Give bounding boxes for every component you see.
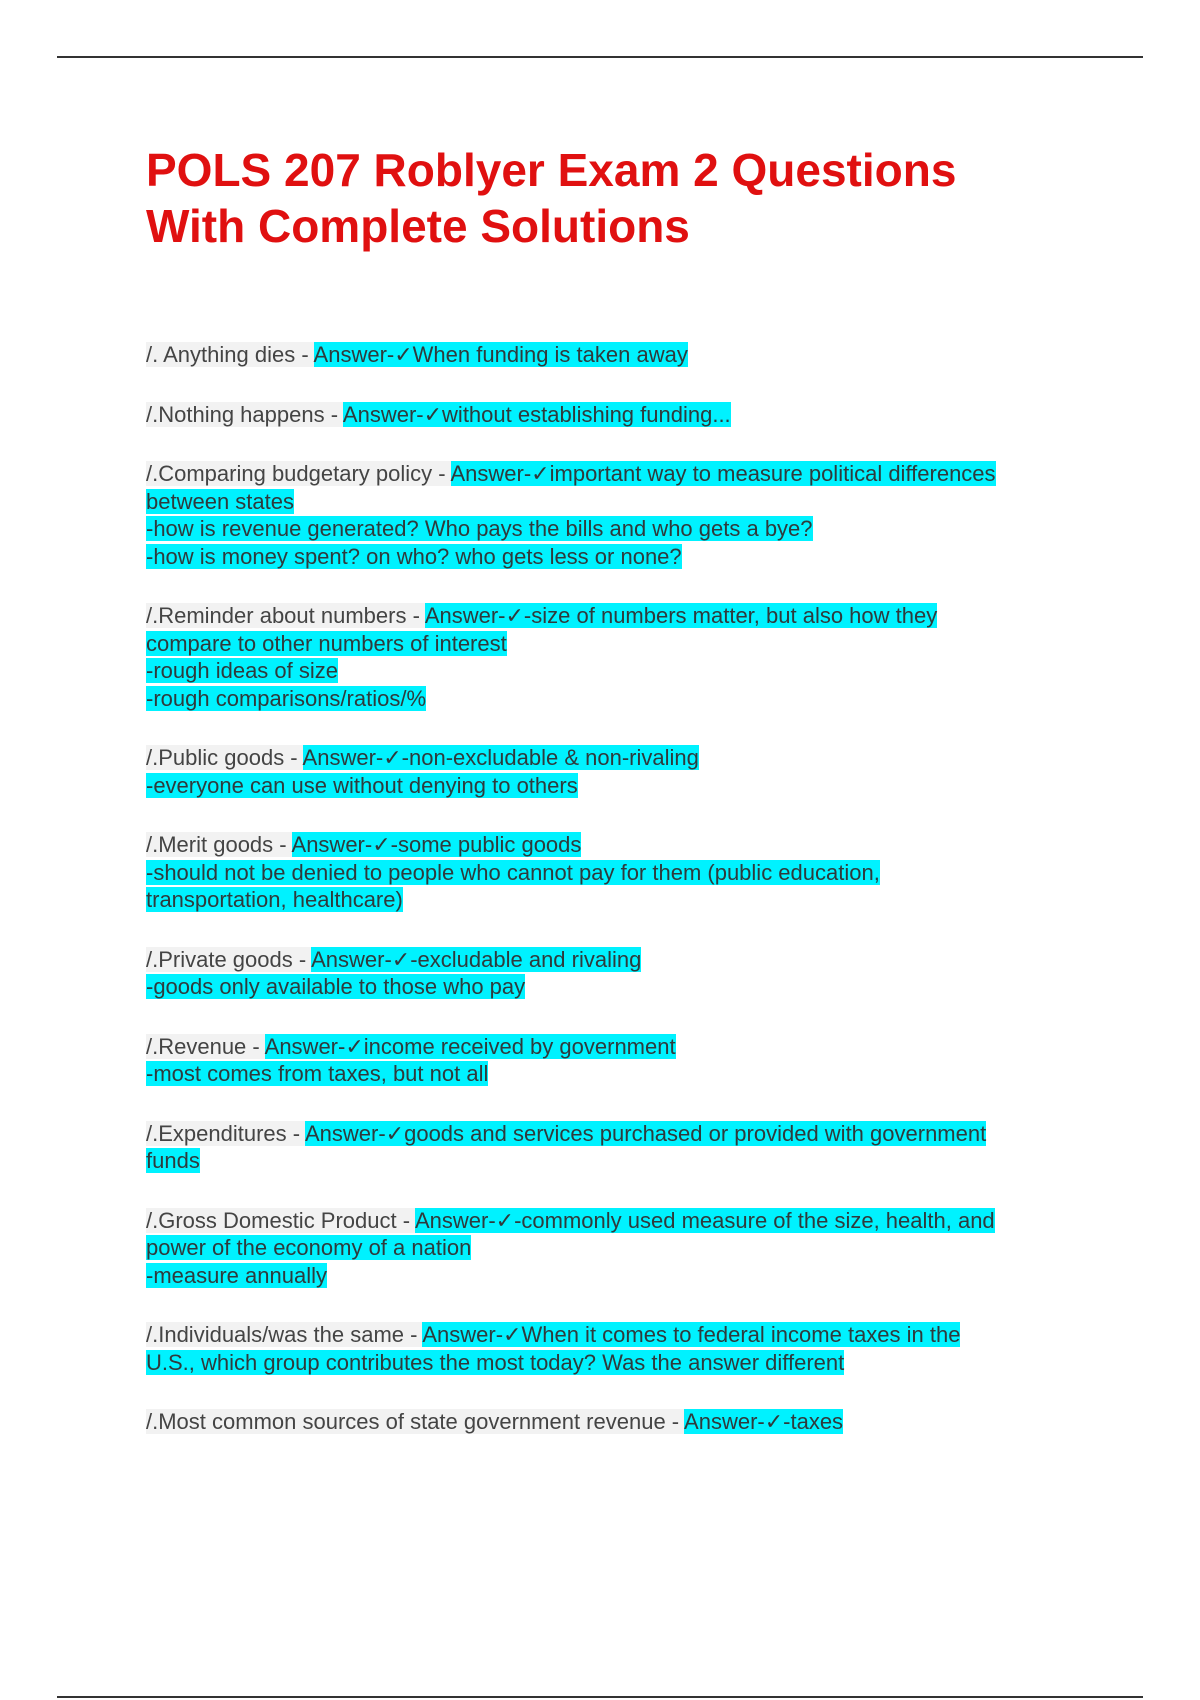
qa-item	[146, 460, 1096, 570]
qa-line	[146, 1234, 1096, 1262]
qa-line	[146, 515, 1096, 543]
qa-line	[146, 1060, 1096, 1088]
answer-highlight: U.S., which group contributes the most today? Was the answer different	[146, 1349, 845, 1375]
page-title-line-2: With Complete Solutions	[146, 200, 690, 252]
answer-highlight: transportation, healthcare)	[146, 887, 403, 912]
answer-highlight: Answer-✓-excludable and rivaling	[311, 946, 642, 972]
answer-highlight: -how is revenue generated? Who pays the bills and who gets a bye?	[146, 516, 813, 541]
qa-item	[146, 946, 1096, 1001]
qa-item	[146, 1408, 1096, 1436]
answer-highlight: -rough ideas of size	[146, 658, 338, 683]
qa-line	[146, 1321, 1096, 1349]
question-term: /.Merit goods -	[146, 832, 292, 857]
answer-highlight: funds	[146, 1148, 200, 1173]
qa-line	[146, 886, 1096, 914]
answer-highlight: Answer-✓without establishing funding...	[342, 401, 731, 427]
answer-highlight: compare to other numbers of interest	[146, 630, 507, 656]
answer-highlight: Answer-✓-taxes	[684, 1409, 844, 1434]
answer-highlight: -most comes from taxes, but not all	[146, 1061, 489, 1086]
question-term: /.Expenditures -	[146, 1120, 305, 1146]
qa-item	[146, 1207, 1096, 1290]
qa-line	[146, 831, 1096, 859]
qa-line	[146, 657, 1096, 685]
qa-line	[146, 488, 1096, 516]
qa-line	[146, 341, 1096, 369]
answer-highlight: -rough comparisons/ratios/%	[146, 685, 427, 711]
question-term: /.Comparing budgetary policy -	[146, 461, 451, 486]
answer-highlight: Answer-✓-non-excludable & non-rivaling	[302, 745, 699, 770]
qa-item	[146, 1120, 1096, 1175]
question-term: /.Reminder about numbers -	[146, 603, 425, 628]
qa-line	[146, 946, 1096, 974]
question-term: /. Anything dies -	[146, 342, 314, 367]
question-answer-list	[146, 341, 1096, 1436]
qa-item	[146, 341, 1096, 369]
top-rule	[57, 56, 1143, 58]
page-title	[146, 142, 1106, 254]
bottom-rule	[57, 1696, 1143, 1698]
qa-line	[146, 1408, 1096, 1436]
answer-highlight: Answer-✓goods and services purchased or provided with government	[304, 1120, 987, 1146]
question-term: /.Gross Domestic Product -	[146, 1207, 415, 1233]
answer-highlight: Answer-✓income received by government	[264, 1033, 676, 1059]
answer-highlight: -goods only available to those who pay	[146, 974, 526, 999]
qa-line	[146, 460, 1096, 488]
answer-highlight: Answer-✓When it comes to federal income taxes in the	[422, 1322, 961, 1347]
answer-highlight: -how is money spent? on who? who gets less or none?	[146, 543, 682, 569]
qa-item	[146, 401, 1096, 429]
question-term: /.Private goods -	[146, 946, 312, 972]
qa-line	[146, 602, 1096, 630]
qa-item	[146, 1321, 1096, 1376]
page-title-line-1: POLS 207 Roblyer Exam 2 Questions	[146, 144, 957, 196]
answer-highlight: Answer-✓-commonly used measure of the size, health, and	[414, 1207, 995, 1233]
qa-line	[146, 1120, 1096, 1148]
question-term: /.Most common sources of state government revenue -	[146, 1409, 685, 1434]
qa-line	[146, 630, 1096, 658]
qa-line	[146, 1262, 1096, 1290]
qa-line	[146, 772, 1096, 800]
qa-item	[146, 1033, 1096, 1088]
qa-line	[146, 1349, 1096, 1377]
qa-line	[146, 859, 1096, 887]
qa-line	[146, 744, 1096, 772]
qa-line	[146, 1033, 1096, 1061]
qa-item	[146, 744, 1096, 799]
answer-highlight: between states	[146, 488, 294, 514]
question-term: /.Revenue -	[146, 1033, 265, 1059]
qa-line	[146, 1207, 1096, 1235]
question-term: /.Individuals/was the same -	[146, 1322, 423, 1347]
qa-line	[146, 685, 1096, 713]
answer-highlight: Answer-✓-size of numbers matter, but also how they	[424, 603, 938, 628]
question-term: /.Nothing happens -	[146, 401, 343, 427]
answer-highlight: power of the economy of a nation	[146, 1235, 472, 1260]
answer-highlight: -measure annually	[146, 1262, 327, 1288]
answer-highlight: Answer-✓When funding is taken away	[313, 342, 688, 367]
question-term: /.Public goods -	[146, 745, 303, 770]
qa-line	[146, 543, 1096, 571]
answer-highlight: -everyone can use without denying to others	[146, 772, 578, 798]
answer-highlight: Answer-✓-some public goods	[291, 832, 582, 857]
answer-highlight: Answer-✓important way to measure political differences	[450, 461, 996, 486]
qa-line	[146, 401, 1096, 429]
qa-line	[146, 973, 1096, 1001]
qa-item	[146, 831, 1096, 914]
answer-highlight: -should not be denied to people who cannot pay for them (public education,	[146, 859, 880, 885]
qa-item	[146, 602, 1096, 712]
qa-line	[146, 1147, 1096, 1175]
